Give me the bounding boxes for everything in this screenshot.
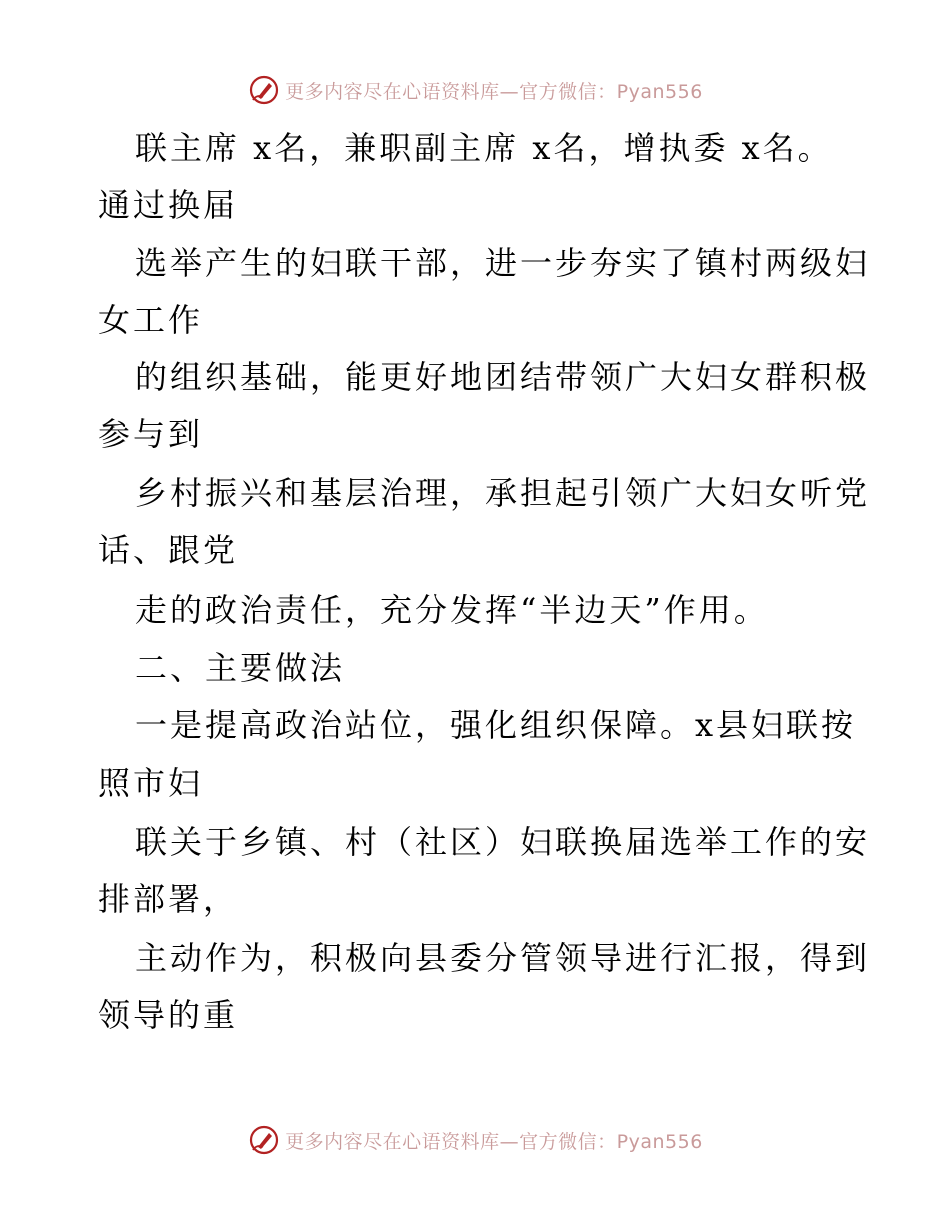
text-line: 走的政治责任，充分发挥“半边天”作用。 (135, 591, 769, 629)
text-line: 主动作为，积极向县委分管领导进行汇报，得到 (135, 939, 871, 977)
watermark-header (0, 70, 950, 110)
text-line: 的组织基础，能更好地团结带领广大妇女群积极 (135, 358, 871, 396)
watermark-footer (0, 1120, 950, 1160)
text-line: 排部署， (98, 880, 239, 918)
text-line: 领导的重 (98, 996, 239, 1034)
text-line: 话、跟党 (98, 531, 239, 569)
text-line: 乡村振兴和基层治理，承担起引领广大妇女听党 (135, 474, 871, 512)
text-line: 联主席 x名，兼职副主席 x名，增执委 x名。 (135, 129, 833, 167)
section-heading: 二、主要做法 (135, 649, 346, 687)
text-line: 联关于乡镇、村（社区）妇联换届选举工作的安 (135, 823, 871, 861)
text-line: 女工作 (98, 301, 204, 339)
text-line: 通过换届 (98, 186, 239, 224)
text-line: 参与到 (98, 415, 204, 453)
pen-nib-circle-icon (247, 1123, 281, 1157)
text-line: 选举产生的妇联干部，进一步夯实了镇村两级妇 (135, 244, 871, 282)
text-line: 照市妇 (98, 764, 204, 802)
watermark-text: 更多内容尽在心语资料库—官方微信：Pyan556 (285, 80, 703, 103)
pen-nib-circle-icon (247, 73, 281, 107)
text-line: 一是提高政治站位，强化组织保障。x县妇联按 (135, 706, 857, 744)
watermark-text: 更多内容尽在心语资料库—官方微信：Pyan556 (285, 1130, 703, 1153)
